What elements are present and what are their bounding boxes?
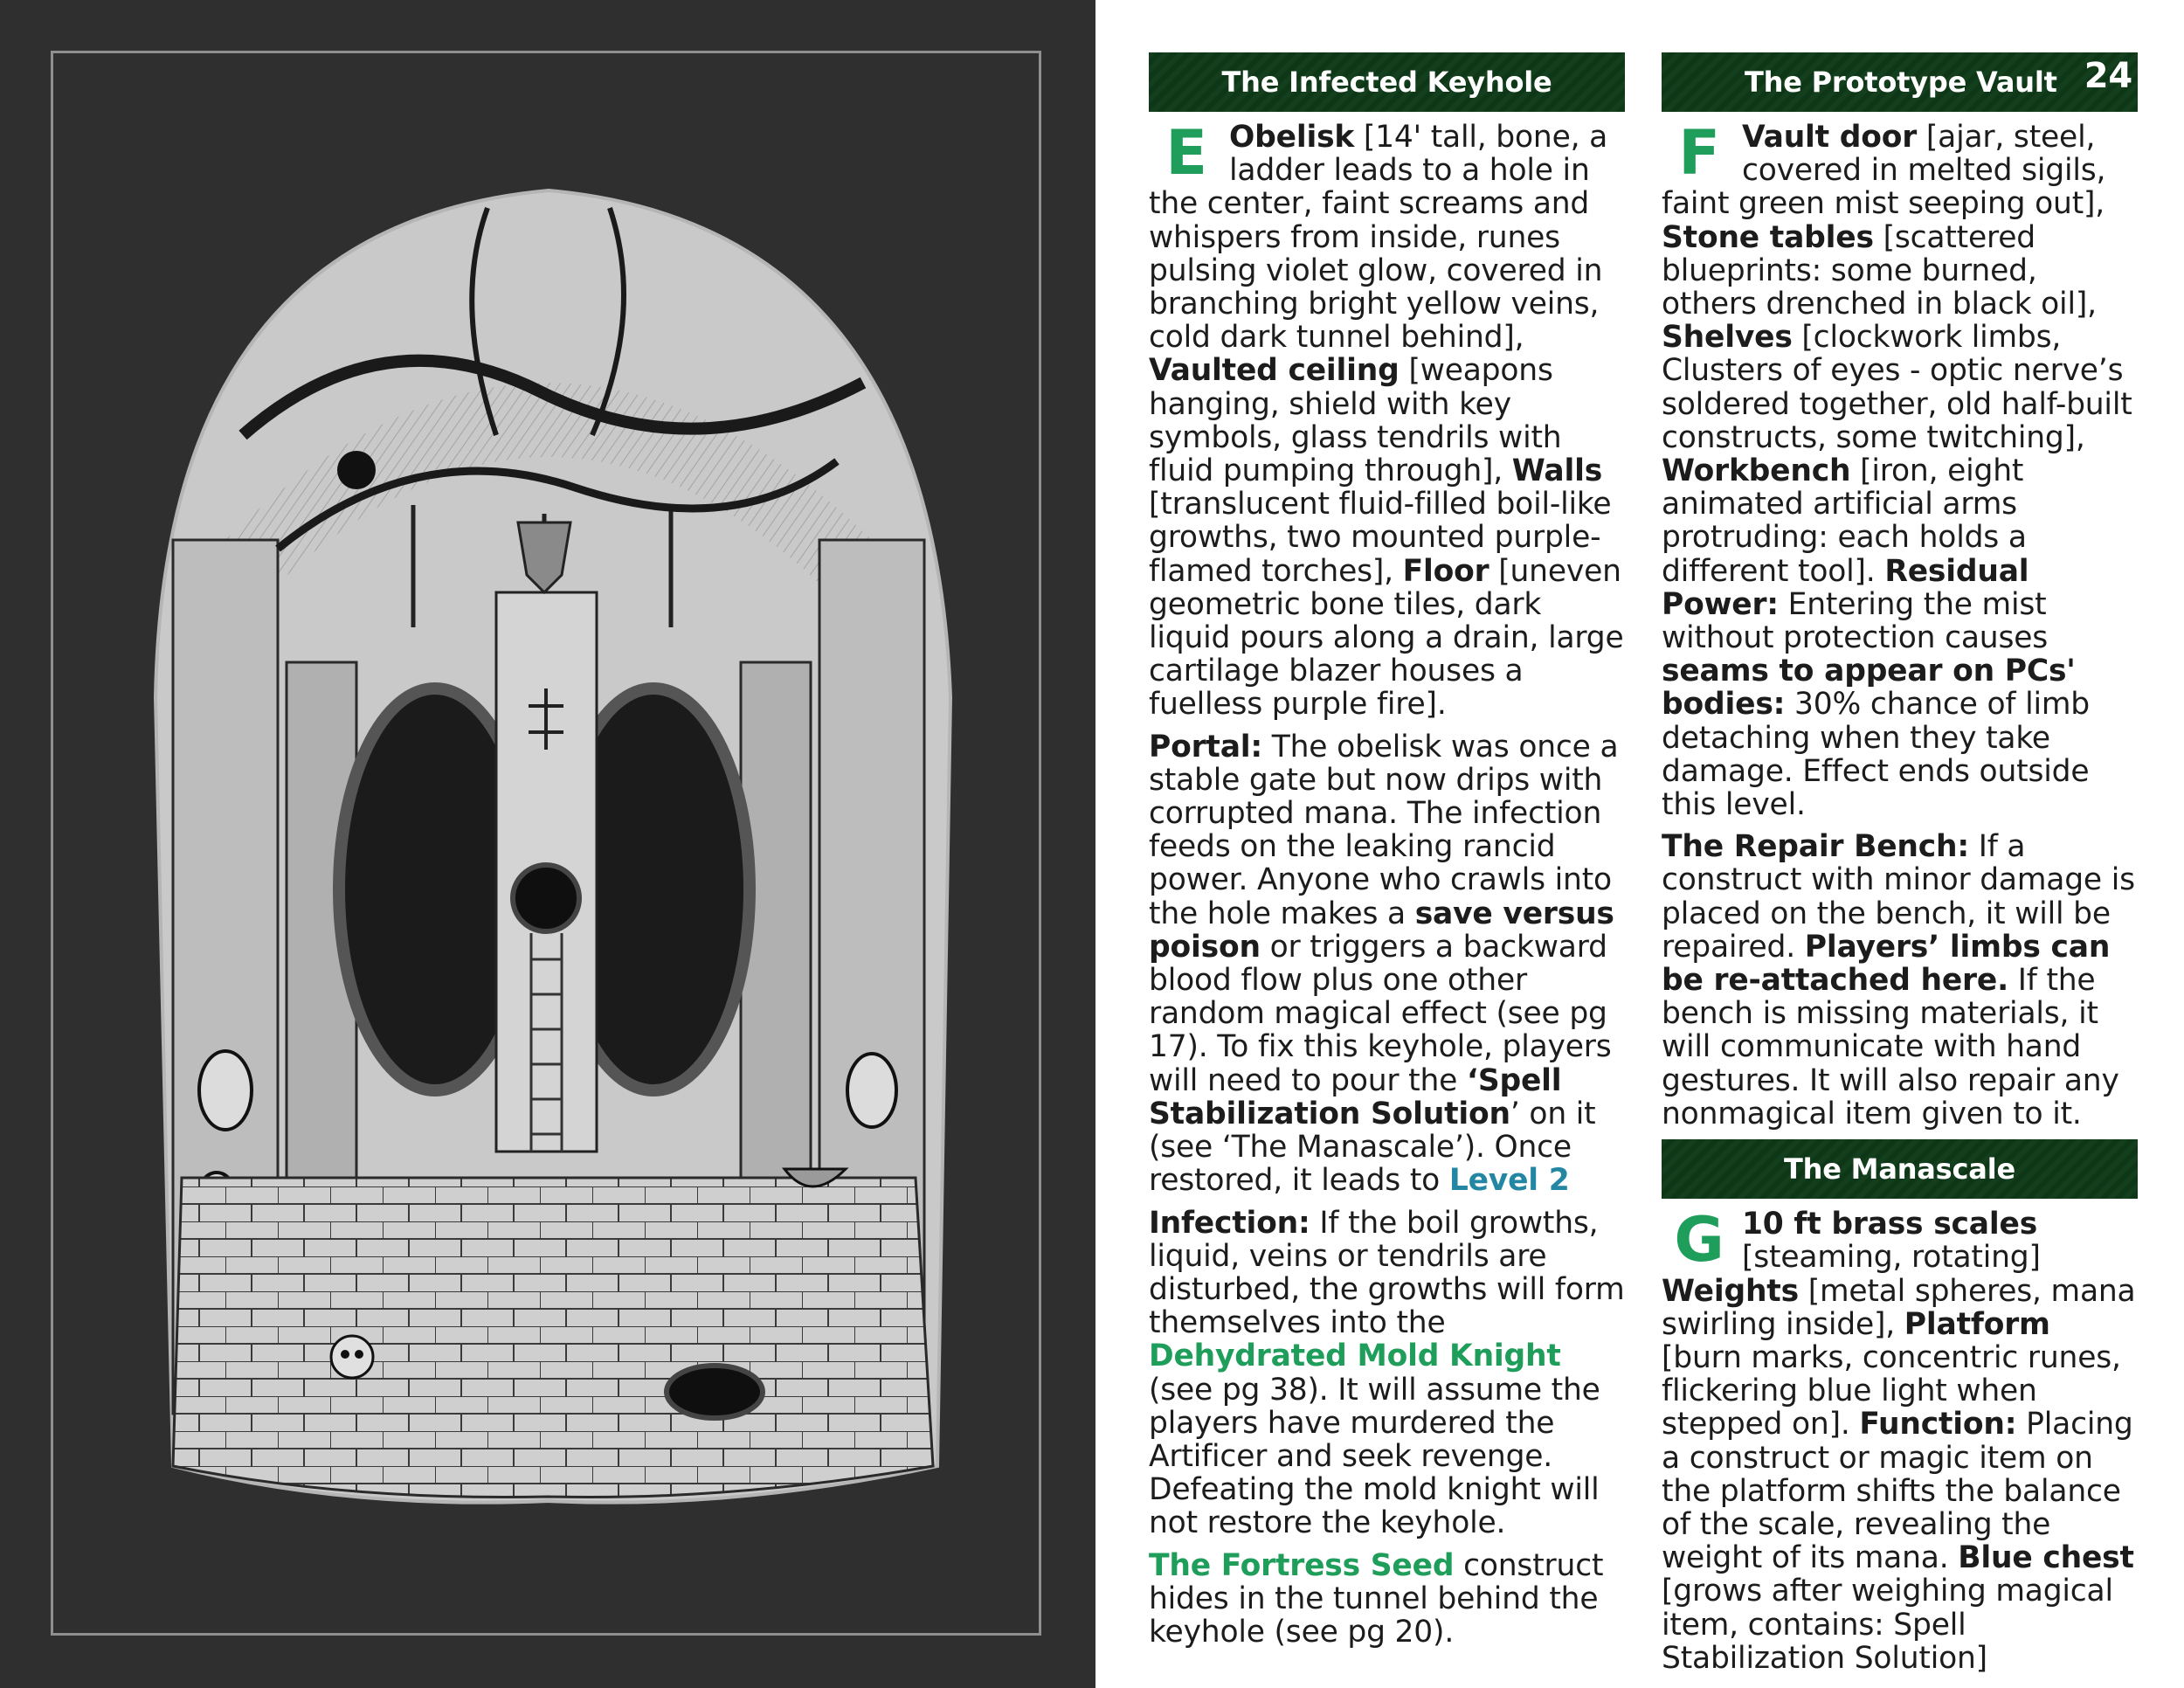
keyhole [513, 865, 579, 931]
bold-term: Weights [1662, 1273, 1799, 1309]
text-column-left [1149, 52, 1625, 1657]
section-header-manascale [1662, 1139, 2138, 1199]
body-text: [ajar, steel, covered in melted sigils, faint green mist seeping out], [1662, 120, 2106, 222]
bold-term: Workbench [1662, 453, 1851, 489]
portal-paragraph [1149, 730, 1625, 1198]
body-text: If the bench is missing materials, it will communicate with hand gestures. It will also repair any nonmagical item given to it. [1662, 963, 2119, 1131]
drop-cap-g: G [1674, 1204, 1724, 1276]
section-header-infected-keyhole [1149, 52, 1625, 112]
body-text: [iron, eight animated artificial arms protruding: each holds a different tool]. [1662, 453, 2027, 589]
bold-term: Residual Power: [1662, 553, 2029, 622]
body-text: The obelisk was once a stable gate but now drips with corrupted mana. The infection feeds on the leaking rancid power. Anyone who crawls into the hole makes a [1149, 729, 1619, 931]
infection-paragraph [1149, 1207, 1625, 1540]
section-title: The Infected Keyhole [1221, 65, 1552, 99]
body-text: [grows after weighing magical item, contains: Spell Stabilization Solution] [1662, 1574, 2113, 1676]
bold-term: Floor [1402, 553, 1489, 589]
vault-paragraph [1662, 117, 2138, 823]
bold-term: Vaulted ceiling [1149, 353, 1400, 389]
body-text: ’ on it (see ‘The Manascale’). Once restored, it leads to [1149, 1096, 1596, 1199]
bold-term: Shelves [1662, 320, 1793, 356]
drop-cap-f: F [1678, 117, 1720, 189]
bold-term: save versus poison [1149, 896, 1614, 965]
body-text: If a construct with minor damage is placed on the bench, it will be repaired. [1662, 829, 2135, 965]
bold-term: Function: [1859, 1407, 2017, 1442]
body-text: Placing a construct or magic item on the platform shifts the balance of the scale, revealing the weight of its mana. [1662, 1407, 2133, 1576]
body-text: or triggers a backward blood flow plus one other random magical effect (see pg 17). To fix this keyhole, players will need to pour the [1149, 929, 1612, 1098]
body-text: [uneven geometric bone tiles, dark liquid pours along a drain, large cartilage blazer houses a fuelless purple fire]. [1149, 553, 1624, 723]
bold-term: The Repair Bench: [1662, 829, 1969, 865]
body-text: (see pg 38). It will assume the players have murdered the Artificer and seek revenge. Defeating the mold knight will not restore the keyhole. [1149, 1372, 1600, 1541]
body-text: [scattered blueprints: some burned, others drenched in black oil], [1662, 219, 2097, 322]
fortress-seed-paragraph [1149, 1549, 1625, 1650]
body-text: If the boil growths, liquid, veins or tendrils are disturbed, the growths will form themselves into the [1149, 1205, 1625, 1341]
obelisk-paragraph [1149, 117, 1625, 723]
bold-term: Infection: [1149, 1205, 1310, 1241]
bold-term: Vault door [1742, 120, 1918, 155]
drop-cap-e: E [1165, 117, 1207, 189]
section-header-prototype-vault [1662, 52, 2138, 112]
manascale-paragraph [1662, 1204, 2138, 1676]
bold-term: 10 ft brass scales [1742, 1207, 2038, 1242]
body-text: [weapons hanging, shield with key symbols, glass tendrils with fluid pumping through], [1149, 353, 1562, 489]
body-text: [steaming, rotating] [1742, 1240, 2041, 1276]
page-number: 24 [2084, 56, 2132, 96]
mold-knight-link[interactable]: Dehydrated Mold Knight [1149, 1339, 1561, 1374]
bold-term: Platform [1904, 1306, 2050, 1342]
bone-tile-floor [173, 1178, 933, 1498]
bold-term: Stone tables [1662, 219, 1874, 255]
bold-term: ‘Spell Stabilization Solution [1149, 1062, 1562, 1131]
fortress-seed-link[interactable]: The Fortress Seed [1149, 1547, 1455, 1583]
bold-term: Portal: [1149, 729, 1262, 764]
drain [667, 1366, 763, 1418]
body-text: [burn marks, concentric runes, flickering blue light when stepped on]. [1662, 1339, 2121, 1442]
body-text: [metal spheres, mana swirling inside], [1662, 1273, 2136, 1342]
dungeon-illustration [121, 173, 977, 1523]
body-text: construct hides in the tunnel behind the keyhole (see pg 20). [1149, 1547, 1604, 1650]
section-title: The Prototype Vault [1745, 65, 2057, 99]
body-text: [clockwork limbs, Clusters of eyes - optic nerve’s soldered together, old half-built constructs, some twitching], [1662, 320, 2132, 455]
body-text: 30% chance of limb detaching when they take damage. Effect ends outside this level. [1662, 687, 2090, 823]
bold-term: Obelisk [1229, 120, 1355, 155]
body-text: [14' tall, bone, a ladder leads to a hole in the center, faint screams and whispers from inside, runes pulsing violet glow, covered in branching bright yellow veins, cold dark tunnel behind], [1149, 120, 1608, 356]
skull [331, 1336, 373, 1378]
body-text: Entering the mist without protection causes [1662, 586, 2049, 656]
level-2-link[interactable]: Level 2 [1448, 1163, 1570, 1199]
section-title: The Manascale [1784, 1152, 2015, 1186]
text-column-right [1662, 52, 2138, 1684]
body-text: [translucent fluid-filled boil-like growths, two mounted purple-flamed torches], [1149, 487, 1612, 589]
bold-term: Players’ limbs can be re-attached here. [1662, 929, 2111, 999]
bold-term: Blue chest [1958, 1540, 2134, 1576]
repair-bench-paragraph [1662, 830, 2138, 1131]
bold-term: Walls [1511, 453, 1603, 489]
bold-term: seams to appear on PCs' bodies: [1662, 654, 2076, 723]
